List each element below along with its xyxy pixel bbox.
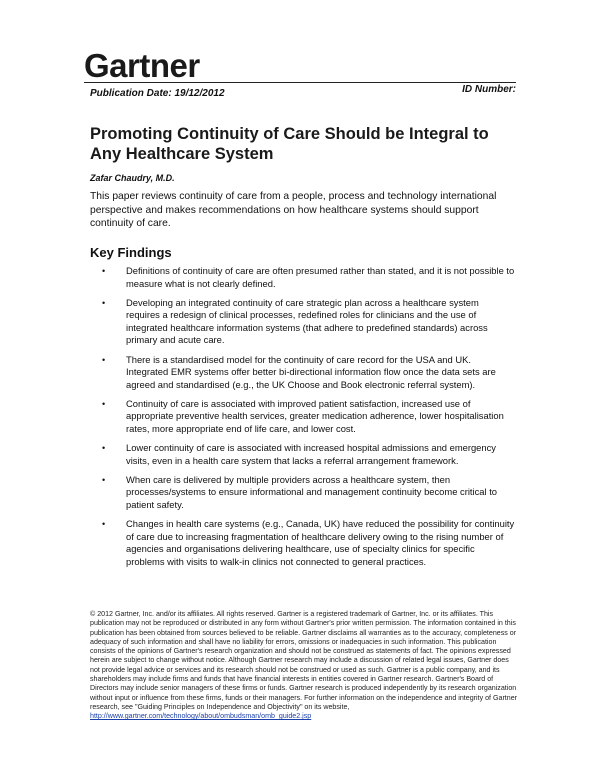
list-item [90, 265, 515, 290]
bullet-icon: • [102, 266, 106, 276]
list-item [90, 297, 515, 347]
bullet-icon: • [102, 519, 106, 530]
finding-text: When care is delivered by multiple providers across a healthcare system, then processes/systems to ensure informational and management continuity become critical to patient safety. [126, 473, 498, 510]
list-item [90, 474, 515, 512]
bullet-icon: • [102, 297, 106, 308]
bullet-icon: • [102, 443, 106, 454]
bullet-icon: • [102, 474, 106, 485]
header-divider [84, 82, 516, 83]
list-item [90, 354, 515, 392]
copyright-text: © 2012 Gartner, Inc. and/or its affiliates. All rights reserved. Gartner is a registered trademark of Gartner, Inc. or its affiliates. This publication may not be reproduced or distributed in any form without Gartner's prior written permission. The information contained in this publication has been obtained from sources believed to be reliable. Gartner disclaims all warranties as to the accuracy, completeness or adequacy of such information and shall have no liability for errors, omissions or inadequacies in such information. This publication consists of the opinions of Gartner's research organization and should not be construed as statements of fact. The opinions expressed herein are subject to change without notice. Although Gartner research may include a discussion of related legal issues, Gartner does not provide legal advice or services and its research should not be construed or used as such. Gartner is a public company, and its shareholders may include firms and funds that have financial interests in entities covered in Gartner research. Gartner's Board of Directors may include senior managers of these firms or funds. Gartner research is produced independently by its research organization without input or influence from these firms, funds or their managers. For further information on the independence and integrity of Gartner research, see "Guiding Principles on Independence and Objectivity" on its website, [90, 610, 518, 711]
ombudsman-link[interactable]: http://www.gartner.com/technology/about/ombudsman/omb_guide2.jsp [90, 712, 312, 721]
finding-text: Developing an integrated continuity of care strategic plan across a healthcare system requires a redesign of clinical processes, redefined roles for clinicians and the use of integrated healthcare information systems (that adhere to predefined standards) across primary and acute care. [126, 296, 488, 346]
bullet-icon: • [102, 398, 106, 409]
list-item [90, 518, 515, 568]
copyright-notice [90, 610, 518, 722]
key-findings-list [90, 265, 515, 575]
finding-text: Definitions of continuity of care are often presumed rather than stated, and it is not possible to measure what is not clearly defined. [126, 265, 515, 289]
list-item [90, 442, 515, 467]
finding-text: Changes in health care systems (e.g., Canada, UK) have reduced the possibility for continuity of care due to increasing fragmentation of healthcare delivery owing to the rising number of agencies and organisations delivering healthcare, use of specialty clinics for specific problems with visits to walk-in clinics not connected to general practices. [126, 518, 515, 567]
finding-text: Continuity of care is associated with improved patient satisfaction, increased use of appropriate preventive health services, greater medication adherence, lower hospitalisation rates, more appropriate end of life care, and lower cost. [126, 397, 504, 435]
finding-text: Lower continuity of care is associated with increased hospital admissions and emergency visits, even in a health care system that lacks a referral arrangement framework. [126, 442, 496, 466]
abstract: This paper reviews continuity of care from a people, process and technology international perspective and makes recommendations on how healthcare systems should support continuity of care. [90, 191, 497, 229]
key-findings-heading: Key Findings [90, 245, 172, 260]
bullet-icon: • [102, 354, 106, 365]
author: Zafar Chaudry, M.D. [90, 173, 175, 183]
finding-text: There is a standardised model for the continuity of care record for the USA and UK. Integrated EMR systems offer better bi-directional information flow once the data sets are agreed and standardised (e.g., the UK Choose and Book electronic referral system). [126, 353, 496, 390]
id-number: ID Number: [462, 84, 516, 95]
page-title: Promoting Continuity of Care Should be Integral to Any Healthcare System [90, 125, 489, 163]
gartner-logo: Gartner [84, 47, 200, 84]
list-item [90, 398, 515, 436]
publication-date: Publication Date: 19/12/2012 [90, 88, 225, 99]
